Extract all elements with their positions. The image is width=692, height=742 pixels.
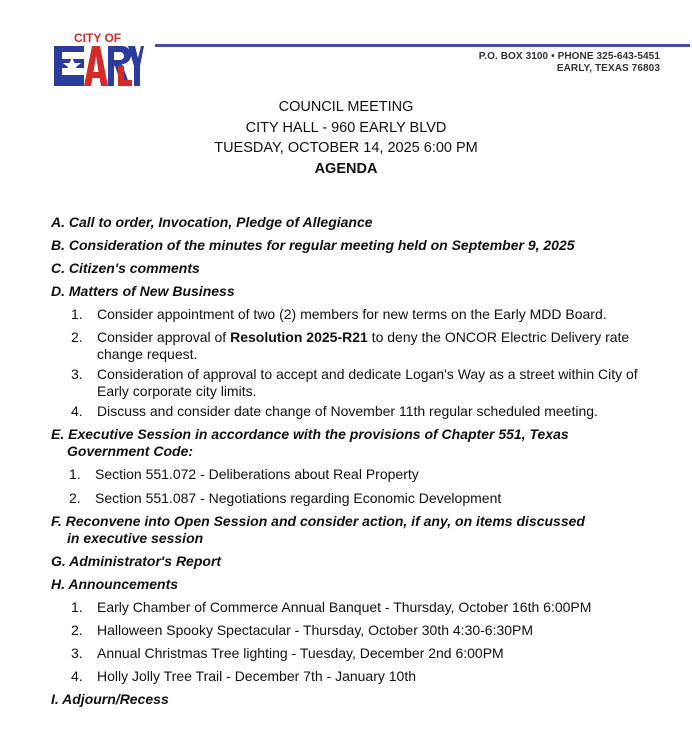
resolution-number: Resolution 2025-R21 <box>230 329 368 345</box>
section-d-heading: D. Matters of New Business <box>51 283 235 299</box>
item-number: 3. <box>71 366 83 382</box>
item-text-pre: Consider approval of <box>97 329 231 345</box>
section-f-line2: in executive session <box>67 530 204 546</box>
list-item <box>51 306 671 323</box>
item-text: Discuss and consider date change of November 11th regular scheduled meeting. <box>97 403 598 419</box>
logo-city-of-text: CITY OF <box>74 31 122 45</box>
list-item <box>51 490 671 507</box>
item-text <box>97 329 671 363</box>
meeting-type: COUNCIL MEETING <box>278 99 414 115</box>
item-number: 2. <box>71 329 83 345</box>
list-item <box>51 466 671 483</box>
section-a: A. Call to order, Invocation, Pledge of Allegiance <box>51 214 373 230</box>
item-text: Annual Christmas Tree lighting - Tuesday, December 2nd 6:00PM <box>97 645 504 661</box>
item-text: Section 551.087 - Negotiations regarding Economic Development <box>95 490 502 506</box>
item-text-post: to deny the ONCOR Electric Delivery rate change request. <box>97 329 630 362</box>
list-item <box>51 599 671 616</box>
list-item <box>51 403 671 420</box>
section-e-heading-line2: Government Code: <box>67 443 194 459</box>
contact-info <box>479 51 660 75</box>
section-g: G. Administrator's Report <box>51 553 222 569</box>
list-item <box>51 645 671 662</box>
item-number: 4. <box>71 668 83 684</box>
item-text: Section 551.072 - Deliberations about Real Property <box>95 466 419 482</box>
list-item <box>51 622 671 639</box>
section-e-heading-line1: E. Executive Session in accordance with the provisions of Chapter 551, Texas <box>51 426 569 442</box>
section-d-items <box>51 306 671 420</box>
section-e-heading <box>51 426 671 460</box>
list-item <box>51 668 671 685</box>
meeting-location: CITY HALL - 960 EARLY BLVD <box>245 119 447 136</box>
section-h-heading: H. Announcements <box>51 576 179 592</box>
contact-city-state-zip: EARLY, TEXAS 76803 <box>556 63 660 74</box>
item-text: Consider appointment of two (2) members for new terms on the Early MDD Board. <box>97 306 607 322</box>
item-number: 4. <box>71 403 83 419</box>
section-i: I. Adjourn/Recess <box>51 691 169 707</box>
item-text: Early Chamber of Commerce Annual Banquet - Thursday, October 16th 6:00PM <box>97 599 592 615</box>
city-of-early-logo <box>52 30 144 92</box>
section-f <box>51 513 671 547</box>
agenda-heading: AGENDA <box>314 160 378 177</box>
item-number: 1. <box>71 306 83 322</box>
agenda-list <box>51 214 671 714</box>
item-text: Holly Jolly Tree Trail - December 7th - January 10th <box>97 668 417 684</box>
section-c: C. Citizen's comments <box>51 260 200 276</box>
item-number: 2. <box>69 490 81 506</box>
section-b: B. Consideration of the minutes for regular meeting held on September 9, 2025 <box>51 237 575 253</box>
meeting-datetime: TUESDAY, OCTOBER 14, 2025 6:00 PM <box>214 140 478 156</box>
contact-address-phone: P.O. BOX 3100 • PHONE 325-643-5451 <box>478 51 660 62</box>
list-item <box>51 366 671 400</box>
meeting-title-block <box>0 97 692 179</box>
item-text: Halloween Spooky Spectacular - Thursday, October 30th 4:30-6:30PM <box>97 622 534 638</box>
item-number: 1. <box>71 599 83 615</box>
section-e-items <box>51 466 671 507</box>
section-f-line1: F. Reconvene into Open Session and consider action, if any, on items discussed <box>51 513 585 529</box>
item-number: 2. <box>71 622 83 638</box>
list-item <box>51 329 671 363</box>
item-number: 1. <box>69 466 81 482</box>
section-h-items <box>51 599 671 685</box>
item-number: 3. <box>71 645 83 661</box>
header-rule <box>155 44 690 47</box>
item-text: Consideration of approval to accept and dedicate Logan's Way as a street within City of Early corporate city limits. <box>97 366 638 399</box>
